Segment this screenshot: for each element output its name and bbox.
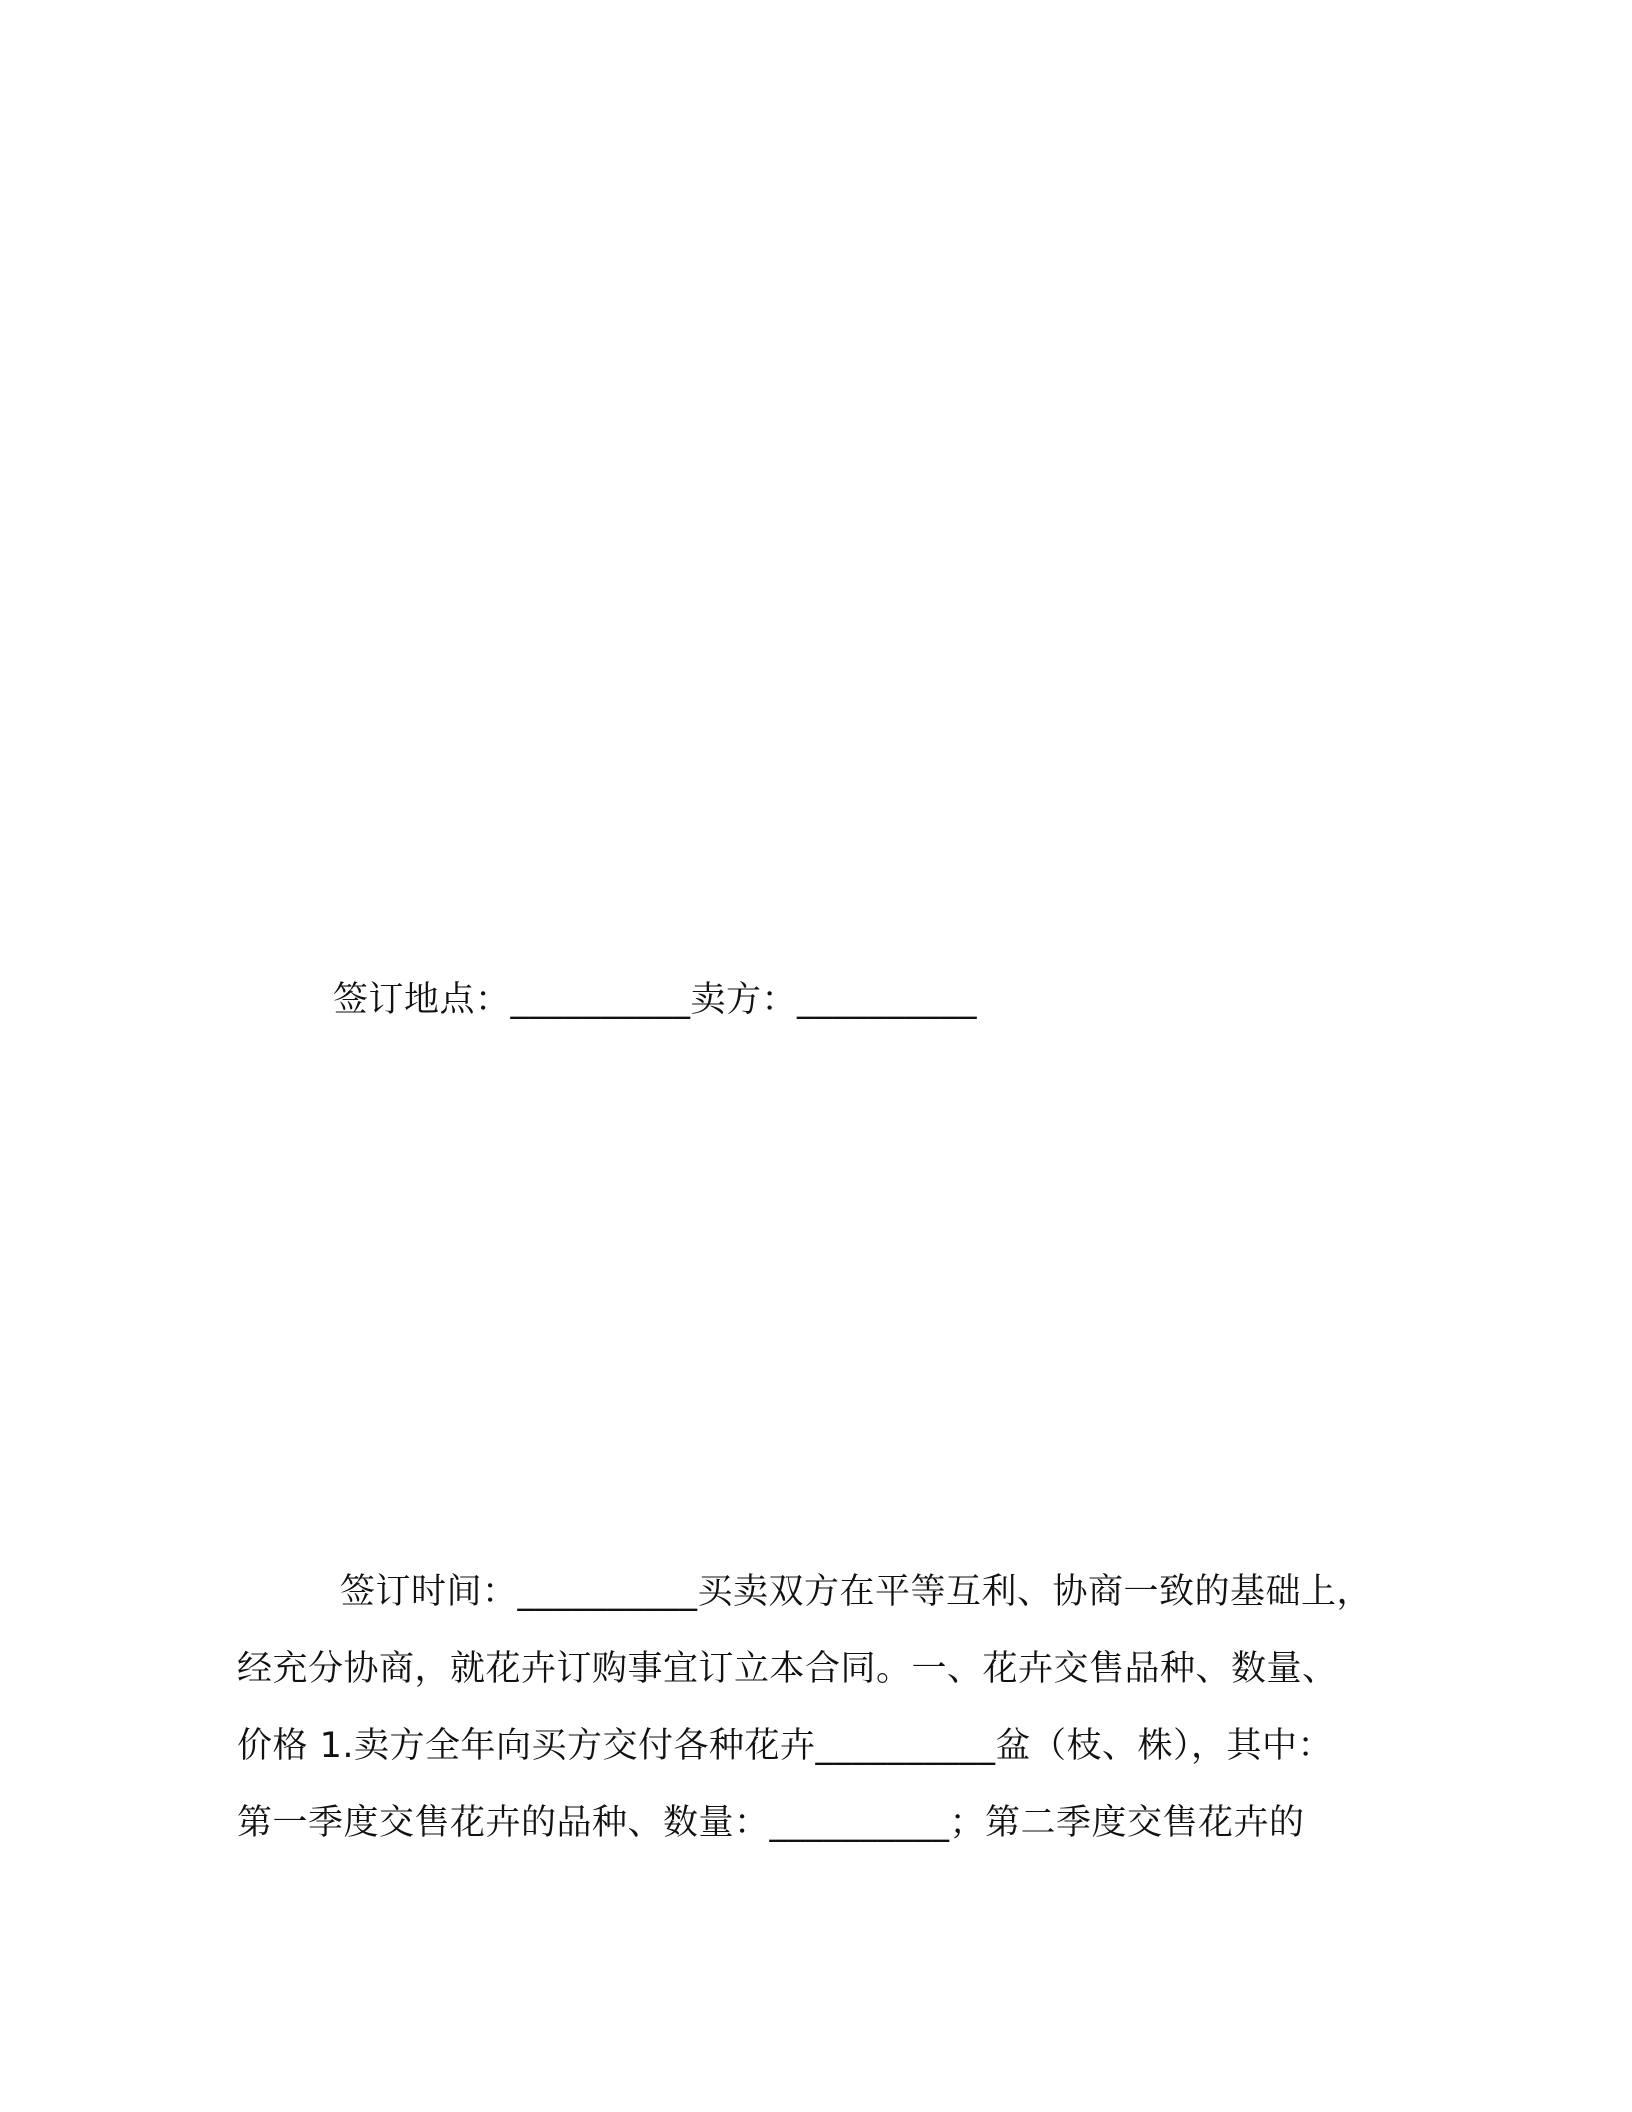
paragraph-line: 第一季度交售花卉的品种、数量：__________；第二季度交售花卉的 bbox=[237, 1803, 1305, 1843]
paragraph-line: 价格 1.卖方全年向买方交付各种花卉__________盆（枝、株），其中： bbox=[237, 1726, 1334, 1766]
paragraph-line: 经充分协商，就花卉订购事宜订立本合同。一、花卉交售品种、数量、 bbox=[237, 1649, 1338, 1689]
signing-place-seller-line: 签订地点：__________卖方：__________ bbox=[333, 980, 978, 1020]
paragraph-line: 签订时间：__________买卖双方在平等互利、协商一致的基础上， bbox=[340, 1572, 1373, 1612]
